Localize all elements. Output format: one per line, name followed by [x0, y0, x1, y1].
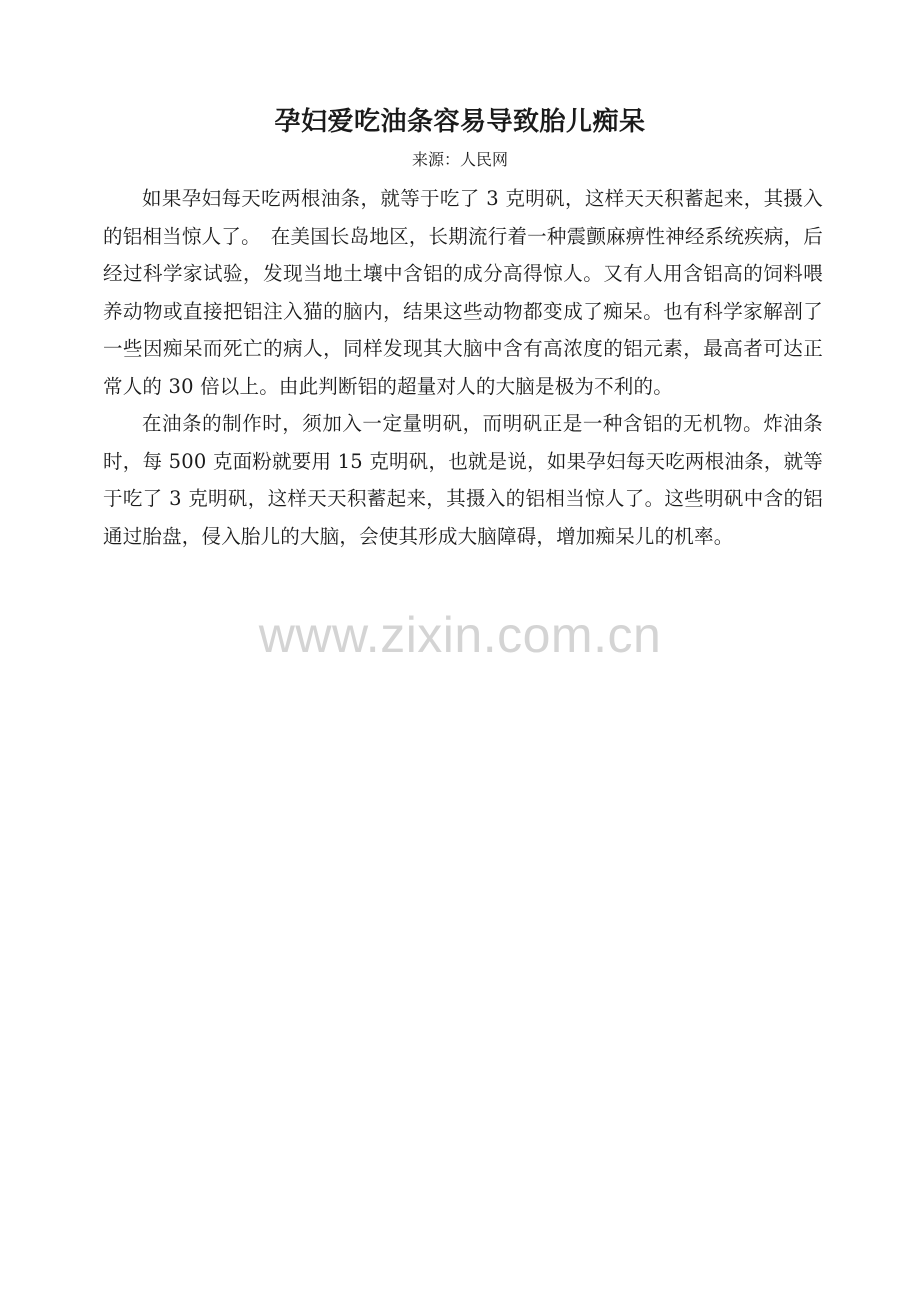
document-body: [103, 180, 823, 555]
paragraph-1: 如果孕妇每天吃两根油条，就等于吃了 3 克明矾，这样天天积蓄起来，其摄入的铝相当惊人了。 在美国长岛地区，长期流行着一种震颤麻痹性神经系统疾病，后经过科学家试验，发现当地土壤中含铝的成分高得惊人。又有人用含铝高的饲料喂养动物或直接把铝注入猫的脑内，结果这些动物都变成了痴呆。也有科学家解剖了一些因痴呆而死亡的病人，同样发现其大脑中含有高浓度的铝元素，最高者可达正常人的 30 倍以上。由此判断铝的超量对人的大脑是极为不利的。: [103, 187, 823, 398]
document-title: 孕妇爱吃油条容易导致胎儿痴呆: [274, 107, 646, 137]
document-source: 来源：人民网: [411, 150, 508, 169]
watermark-text: www.zixin.com.cn: [258, 607, 662, 663]
paragraph-2: 在油条的制作时，须加入一定量明矾，而明矾正是一种含铝的无机物。炸油条时，每 500 克面粉就要用 15 克明矾，也就是说，如果孕妇每天吃两根油条，就等于吃了 3 克明矾，这样天天积蓄起来，其摄入的铝相当惊人了。这些明矾中含的铝通过胎盘，侵入胎儿的大脑，会使其形成大脑障碍，增加痴呆儿的机率。: [103, 412, 823, 548]
